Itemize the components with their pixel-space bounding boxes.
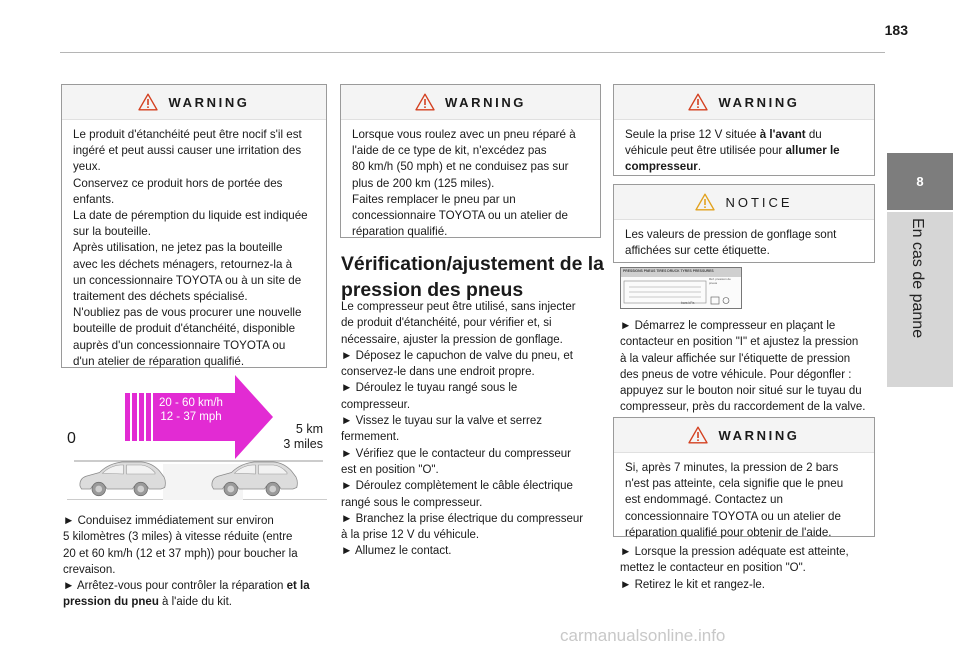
warning-text (62, 120, 326, 370)
text-line: de produit d'étanchéité, pour vérifier et, si (341, 317, 552, 330)
distance-label (277, 422, 323, 451)
warning-header (62, 85, 326, 120)
text-line: 5 kilomètres (3 miles) à vitesse réduite (entre (63, 531, 293, 544)
label-header-text: PRESSIONS PNEUS TIRES DRUCK TYRES PRESSURES (623, 269, 714, 273)
finish-instructions (620, 544, 882, 593)
notice-box (613, 184, 875, 263)
text-span: à l'aide du kit. (158, 596, 232, 609)
top-divider (60, 52, 885, 53)
distance-km: 5 km (295, 422, 323, 436)
text-line: ingéré et peut aussi causer une irritation des (73, 144, 302, 158)
text-line: Faites remplacer le pneu par un (352, 192, 516, 206)
warning-header (341, 85, 600, 120)
text-line: ► Démarrez le compresseur en plaçant le (620, 320, 836, 332)
text-line: ► Déroulez le tuyau rangé sous le (341, 382, 518, 395)
text-line: ► Déroulez complètement le câble électrique (341, 480, 573, 493)
text-line: enfants. (73, 192, 115, 206)
text-line: auprès d'un concessionnaire TOYOTA ou (73, 338, 286, 352)
warning-box-sealant (61, 84, 327, 368)
text-line: à la valeur affichée sur l'étiquette de pression (620, 352, 851, 365)
warning-header (614, 418, 874, 453)
text-line: compresseur, près du raccordement de la valve. (620, 401, 866, 414)
driving-illustration (63, 372, 327, 500)
text-line: avec les déchets ménagers, retournez-la à (73, 257, 293, 271)
speed-range (155, 396, 227, 424)
distance-miles: 3 miles (283, 436, 323, 451)
warning-icon (688, 93, 708, 111)
text-span-bold: compresseur (625, 160, 698, 174)
text-line: crevaison. (63, 563, 116, 576)
text-line: compresseur. (341, 398, 411, 411)
section-heading (341, 251, 611, 303)
tire-pressure-label (620, 267, 742, 309)
text-line: La date de péremption du liquide est indiquée (73, 209, 308, 223)
warning-header (614, 85, 874, 120)
text-line: Après utilisation, ne jetez pas la bouteille (73, 241, 283, 255)
text-line: mettez le contacteur en position "O". (620, 562, 806, 575)
heading-line: pression des pneus (341, 279, 524, 301)
text-line: traitement des déchets spécialisé. (73, 290, 248, 304)
text-line: ► Lorsque la pression adéquate est atteinte, (620, 546, 849, 558)
text-line: ► Conduisez immédiatement sur environ (63, 515, 274, 527)
text-line: réparation qualifié pour obtenir de l'aide. (625, 525, 832, 539)
label-bottom-text: bars kPa (681, 301, 695, 305)
warning-icon (415, 93, 435, 111)
text-line: concessionnaire TOYOTA ou un atelier de (352, 209, 568, 223)
text-span: ► Arrêtez-vous pour contrôler la réparation (63, 580, 287, 593)
text-line: fermement. (341, 431, 400, 444)
label-side-text: Réf. pression de pneus (709, 277, 731, 285)
text-line: contacteur en position "I" et ajustez la pression (620, 336, 859, 349)
heading-line: Vérification/ajustement de la (341, 253, 604, 275)
text-line: Conservez ce produit hors de portée des (73, 176, 283, 190)
text-line: est endommagé. Contactez un (625, 493, 783, 507)
speed-kmh: 20 - 60 km/h (159, 397, 223, 409)
text-line: affichées sur cette étiquette. (625, 244, 770, 258)
notice-text (614, 220, 874, 259)
text-span: Seule la prise 12 V située (625, 128, 760, 141)
start-marker: 0 (67, 430, 76, 447)
text-line: Les valeurs de pression de gonflage sont (625, 228, 837, 241)
text-line: un concessionnaire TOYOTA ou à un site de (73, 273, 302, 287)
text-line: 20 et 60 km/h (12 et 37 mph)) pour boucher la (63, 547, 298, 560)
text-line: 80 km/h (50 mph) et ne conduisez pas sur (352, 160, 569, 174)
text-span-bold: et la (286, 580, 310, 593)
notice-header (614, 185, 874, 220)
text-line: sur la bouteille. (73, 225, 151, 239)
text-line: Lorsque vous roulez avec un pneu réparé à (352, 128, 576, 141)
text-line: ► Allumez le contact. (341, 545, 452, 558)
text-line: ► Retirez le kit et rangez-le. (620, 578, 765, 591)
page-number: 183 (884, 22, 908, 38)
warning-title: WARNING (718, 427, 800, 443)
warning-text (341, 120, 600, 240)
pressure-check-instructions (341, 299, 611, 560)
text-line: à la prise 12 V du véhicule. (341, 529, 480, 542)
warning-title: WARNING (444, 94, 527, 110)
text-line: appuyez sur le bouton noir situé sur le tuyau du (620, 385, 862, 398)
notice-icon (695, 193, 715, 211)
text-line: plus de 200 km (125 miles). (352, 176, 495, 190)
text-span-bold: allumer le (785, 144, 840, 158)
text-line: réparation qualifié. (352, 225, 448, 239)
text-span-bold: à l'avant (759, 128, 806, 141)
driving-instructions (63, 513, 333, 611)
warning-box-speed-limit (340, 84, 601, 238)
text-line: Le compresseur peut être utilisé, sans injecter (341, 301, 576, 313)
text-span: . (697, 160, 702, 174)
text-line: l'aide de ce type de kit, n'excédez pas (352, 144, 547, 158)
warning-box-pressure (613, 417, 875, 537)
text-line (625, 127, 864, 143)
text-span: du (805, 128, 822, 141)
text-line: yeux. (73, 160, 101, 174)
text-line: conservez-le dans une endroit propre. (341, 366, 535, 379)
speed-mph: 12 - 37 mph (160, 411, 222, 423)
text-line (625, 159, 864, 175)
text-span: véhicule peut être utilisée pour (625, 144, 786, 158)
notice-title: NOTICE (725, 194, 793, 210)
chapter-tab[interactable]: 8 (887, 153, 953, 210)
text-line (625, 143, 864, 159)
text-line: n'est pas atteinte, cela signifie que le pneu (625, 477, 844, 491)
text-line (63, 578, 333, 594)
text-line: ► Branchez la prise électrique du compresseur (341, 512, 584, 525)
warning-text (614, 120, 874, 176)
watermark: carmanualsonline.info (560, 626, 726, 645)
text-line: rangé sous le compresseur. (341, 496, 483, 509)
text-line: ► Vissez le tuyau sur la valve et serrez (341, 415, 543, 428)
chapter-sidebar (887, 212, 953, 387)
warning-text (614, 453, 874, 541)
text-line: est en position "O". (341, 463, 439, 476)
text-line: ► Vérifiez que le contacteur du compresseur (341, 447, 571, 460)
inflate-instructions (620, 318, 882, 416)
warning-title: WARNING (168, 94, 250, 110)
text-line: N'oubliez pas de vous procurer une nouvelle (73, 306, 302, 320)
text-line: nécessaire, ajuster la pression de gonflage. (341, 333, 563, 346)
warning-icon (138, 93, 158, 111)
text-line: ► Déposez le capuchon de valve du pneu, et (341, 349, 573, 362)
text-span-bold: pression du pneu (63, 596, 159, 609)
text-line: bouteille de produit d'étanchéité, disponible (73, 322, 296, 336)
warning-box-12v-socket (613, 84, 875, 176)
text-line: des pneus de votre véhicule. Pour dégonfler : (620, 368, 852, 381)
text-line: concessionnaire TOYOTA ou un atelier de (625, 509, 841, 523)
text-line: Le produit d'étanchéité peut être nocif s'il est (73, 128, 302, 141)
warning-title: WARNING (718, 94, 800, 110)
text-line (63, 594, 333, 610)
text-line: Si, après 7 minutes, la pression de 2 bars (625, 461, 839, 474)
text-line: d'un atelier de réparation qualifié. (73, 354, 245, 368)
chapter-title: En cas de panne (909, 218, 926, 339)
warning-icon (688, 426, 708, 444)
